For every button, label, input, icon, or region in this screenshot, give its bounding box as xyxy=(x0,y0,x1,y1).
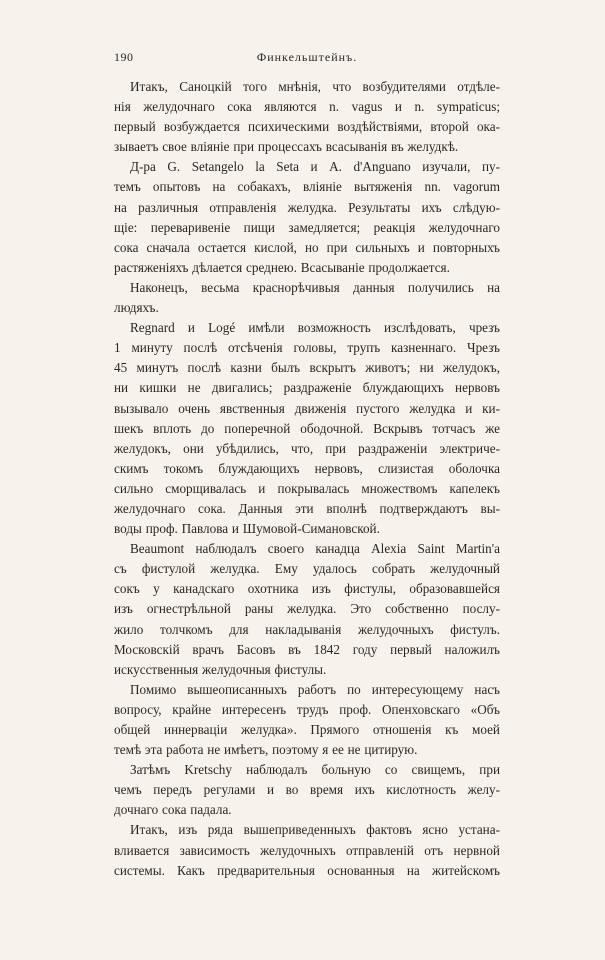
text-line: Московскій врачъ Басовъ въ 1842 году первый наложилъ xyxy=(114,641,500,657)
page-number: 190 xyxy=(114,50,134,64)
text-line: общей иннерваціи желудка». Прямого отношенія къ моей xyxy=(114,722,500,737)
text-line: дочнаго сока падала. xyxy=(114,802,232,818)
text-line: Наконецъ, весьма краснорѣчивыя данныя получились на xyxy=(130,279,500,295)
text-line: сока сначала остается кислой, но при сильныхъ и повторныхъ xyxy=(114,239,500,255)
text-line: Regnard и Logé имѣли возможность изслѣдовать, чрезъ xyxy=(130,320,500,336)
text-line: воды проф. Павлова и Шумовой-Симановской. xyxy=(114,521,380,537)
body-text xyxy=(114,77,500,881)
text-line: Итакъ, изъ ряда вышеприведенныхъ фактовъ ясно устана- xyxy=(130,822,500,838)
text-line: зываетъ свое вліяніе при процессахъ всасыванія въ желудкѣ. xyxy=(114,139,459,155)
text-line: первый возбуждается психическими воздѣйствіями, второй ока- xyxy=(114,119,500,135)
text-line: Beaumont наблюдалъ своего канадца Alexia Saint Martin'a xyxy=(130,541,500,557)
text-line: темѣ эта работа не имѣетъ, поэтому я ее не цитирую. xyxy=(114,742,418,758)
text-line: сокъ у канадскаго охотника изъ фистулы, образовавшейся xyxy=(114,581,500,597)
text-line: Д-ра G. Setangelo la Seta и A. d'Anguano изучали, пу- xyxy=(130,159,500,175)
text-line: Помимо вышеописанныхъ работъ по интересующему насъ xyxy=(130,681,500,697)
text-line: ни кишки не двигались; раздраженіе блуждающихъ нервовъ xyxy=(114,380,500,396)
text-line: жило толчкомъ для накладыванія желудочныхъ фистулъ. xyxy=(114,621,500,637)
text-line: шекъ вплоть до поперечной ободочной. Вскрывъ тотчасъ же xyxy=(114,420,500,436)
text-line: нія желудочнаго сока являются n. vagus и n. sympaticus; xyxy=(114,99,500,115)
text-line: Затѣмъ Kretschy наблюдалъ больную со свищемъ, при xyxy=(130,762,500,778)
text-line: системы. Какъ предварительныя основанныя на житейскомъ xyxy=(114,862,500,878)
text-line: вопросу, крайне интересенъ трудъ проф. Опенховскаго «Объ xyxy=(114,701,500,717)
text-line: 45 минутъ послѣ казни былъ вскрытъ животъ; ни желудокъ, xyxy=(114,360,500,376)
text-line: вливается зависимость желудочныхъ отправленій отъ нервной xyxy=(114,842,500,858)
text-line: изъ огнестрѣльной раны желудка. Это собственно послу- xyxy=(114,601,500,617)
text-line: желудокъ, они убѣдились, что, при раздраженіи электриче- xyxy=(114,440,500,456)
text-line: Итакъ, Саноцкій того мнѣнія, что возбудителями отдѣле- xyxy=(130,79,500,94)
text-line: 1 минуту послѣ отсѣченія головы, трупъ казненнаго. Чрезъ xyxy=(114,340,500,356)
text-line: вызывало очень явственныя движенія пустого желудка и ки- xyxy=(114,400,500,416)
text-line: скимъ токомъ блуждающихъ нервовъ, слизистая оболочка xyxy=(114,460,500,476)
text-line: темъ опытовъ на собакахъ, вліяніе вытяженія nn. vagorum xyxy=(114,179,500,195)
text-line: искусственныя желудочныя фистулы. xyxy=(114,661,327,677)
text-line: растяженіяхъ дѣлается среднею. Всасываніе продолжается. xyxy=(114,259,450,275)
text-line: щіе: переваривеніе пищи замедляется; реакція желудочнаго xyxy=(114,219,500,235)
text-line: чемъ передъ регулами и во время ихъ кислотность желу- xyxy=(114,782,500,798)
text-line: на различныя отправленія желудка. Результаты ихъ слѣдую- xyxy=(114,199,500,215)
running-title: Финкельштейнъ. xyxy=(256,50,358,64)
text-line: людяхъ. xyxy=(114,300,159,316)
text-line: желудочнаго сока. Данныя эти вполнѣ подтверждаютъ вы- xyxy=(114,500,500,516)
page-header xyxy=(114,50,500,68)
text-line: съ фистулой желудка. Ему удалось собрать желудочный xyxy=(114,561,500,577)
text-line: сильно сморщивалась и покрывалась множествомъ капелекъ xyxy=(114,480,500,496)
